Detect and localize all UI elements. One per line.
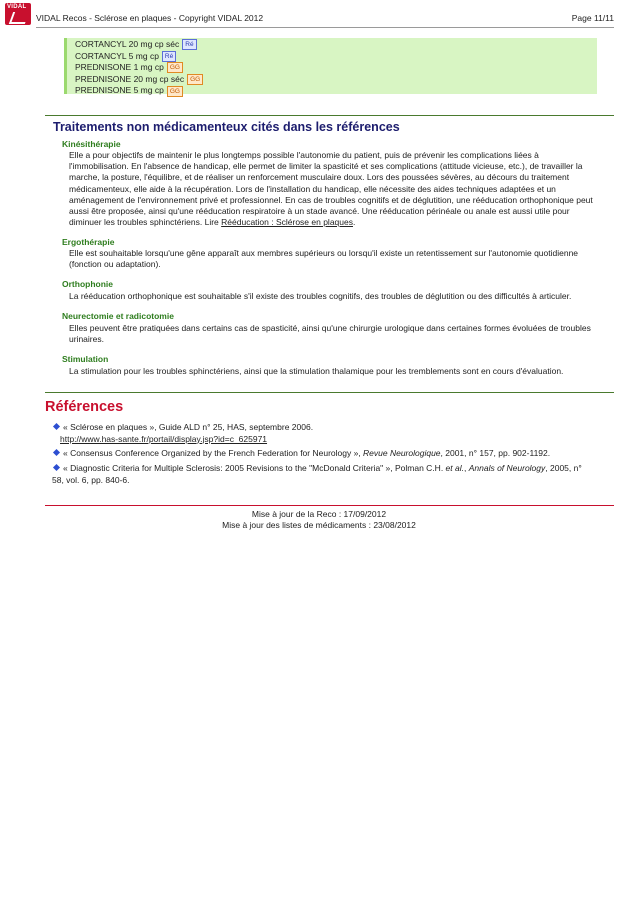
neuro-paragraph: Elles peuvent être pratiquées dans certains cas de spasticité, ainsi qu'une chirurgie urologique dans certaines formes évoluées de troubles urinaires. bbox=[69, 323, 591, 345]
generic-badge[interactable]: GG bbox=[167, 62, 183, 73]
has-link[interactable]: http://www.has-sante.fr/portail/display.jsp?id=c_625971 bbox=[60, 433, 268, 444]
kine-heading: Kinésithérapie bbox=[62, 139, 121, 149]
drug-list bbox=[64, 38, 597, 94]
drug-item: PREDNISONE 20 mg cp séc GG bbox=[75, 74, 605, 86]
ortho-paragraph: La rééducation orthophonique est souhaitable s'il existe des troubles cognitifs, des troubles de déglutition ou des difficultés à articuler. bbox=[69, 291, 572, 301]
kine-paragraph: Elle a pour objectifs de maintenir le plus longtemps possible l'autonomie du patient, puis de prévenir les complications liées à l'immobilisation. En l'absence de handicap, elle permet de limiter la spasticité et ses complications (attitude vicieuse, etc.), de travailler la marche, la posture, l'équilibre, et de réaliser un renforcement musculaire doux. Lors des poussées sévères, au décours du traitement médicamenteux, elle aide à la récupération. Lors de l'installation du handicap, elle nécessite des aides techniques adaptées et un aménagement de l'environnement privé et professionnel. En cas de troubles cognitifs et de déglutition, une rééducation orthophonique peut aussi être proposée, ainsi qu'une rééducation respiratoire à un stade avancé. Une rééducation périnéale ou anale est aussi utile pour diminuer les troubles sphinctériens. Lire Rééducation : Sclérose en plaques. bbox=[69, 150, 593, 228]
section-title: Traitements non médicamenteux cités dans les références bbox=[53, 120, 400, 134]
drug-list-update-date: Mise à jour des listes de médicaments : 23/08/2012 bbox=[222, 520, 416, 530]
drug-item: CORTANCYL 5 mg cp Ré bbox=[75, 51, 605, 63]
stim-heading: Stimulation bbox=[62, 354, 109, 364]
drug-item: PREDNISONE 5 mg cp GG bbox=[75, 85, 605, 97]
page-number: Page 11/11 bbox=[571, 13, 614, 23]
reeducation-link[interactable]: Rééducation : Sclérose en plaques bbox=[221, 217, 353, 228]
neuro-heading: Neurectomie et radicotomie bbox=[62, 311, 174, 321]
drug-item: CORTANCYL 20 mg cp séc Ré bbox=[75, 39, 605, 51]
ergo-paragraph: Elle est souhaitable lorsqu'une gêne apparaît aux membres supérieurs ou lorsqu'il existe un retentissement sur l'autonomie quotidienne (fonction ou adaptation). bbox=[69, 248, 579, 270]
generic-badge[interactable]: GG bbox=[167, 86, 183, 97]
section-divider bbox=[45, 392, 614, 393]
reimbursement-badge[interactable]: Ré bbox=[182, 39, 196, 50]
references-title: Références bbox=[45, 399, 124, 415]
ortho-heading: Orthophonie bbox=[62, 279, 113, 289]
stim-paragraph: La stimulation pour les troubles sphinctériens, ainsi que la stimulation thalamique pour les tremblements sont en cours d'évaluation. bbox=[69, 366, 564, 376]
header-title: VIDAL Recos - Sclérose en plaques - Copyright VIDAL 2012 bbox=[36, 13, 264, 23]
bullet-diamond-icon bbox=[53, 449, 60, 456]
ergo-heading: Ergothérapie bbox=[62, 237, 115, 247]
reference-item: « Sclérose en plaques », Guide ALD n° 25, HAS, septembre 2006. http://www.has-sante.fr/portail/display.jsp?id=c_625971 bbox=[52, 422, 594, 445]
reference-item: « Diagnostic Criteria for Multiple Sclerosis: 2005 Revisions to the "McDonald Criteria" », Polman C.H. et al., Annals of Neurology, 2005, n° 58, vol. 6, pp. 840-6. bbox=[52, 463, 582, 485]
bullet-diamond-icon bbox=[53, 423, 60, 430]
footer-divider bbox=[45, 505, 614, 506]
bullet-diamond-icon bbox=[53, 464, 60, 471]
reference-item: « Consensus Conference Organized by the French Federation for Neurology », Revue Neurologique, 2001, n° 157, pp. 902-1192. bbox=[52, 448, 594, 460]
reco-update-date: Mise à jour de la Reco : 17/09/2012 bbox=[251, 509, 387, 519]
vidal-logo: VIDAL bbox=[5, 3, 31, 25]
generic-badge[interactable]: GG bbox=[187, 74, 203, 85]
header-divider bbox=[36, 27, 614, 28]
reimbursement-badge[interactable]: Ré bbox=[162, 51, 176, 62]
drug-item: PREDNISONE 1 mg cp GG bbox=[75, 62, 605, 74]
section-divider bbox=[45, 115, 614, 116]
